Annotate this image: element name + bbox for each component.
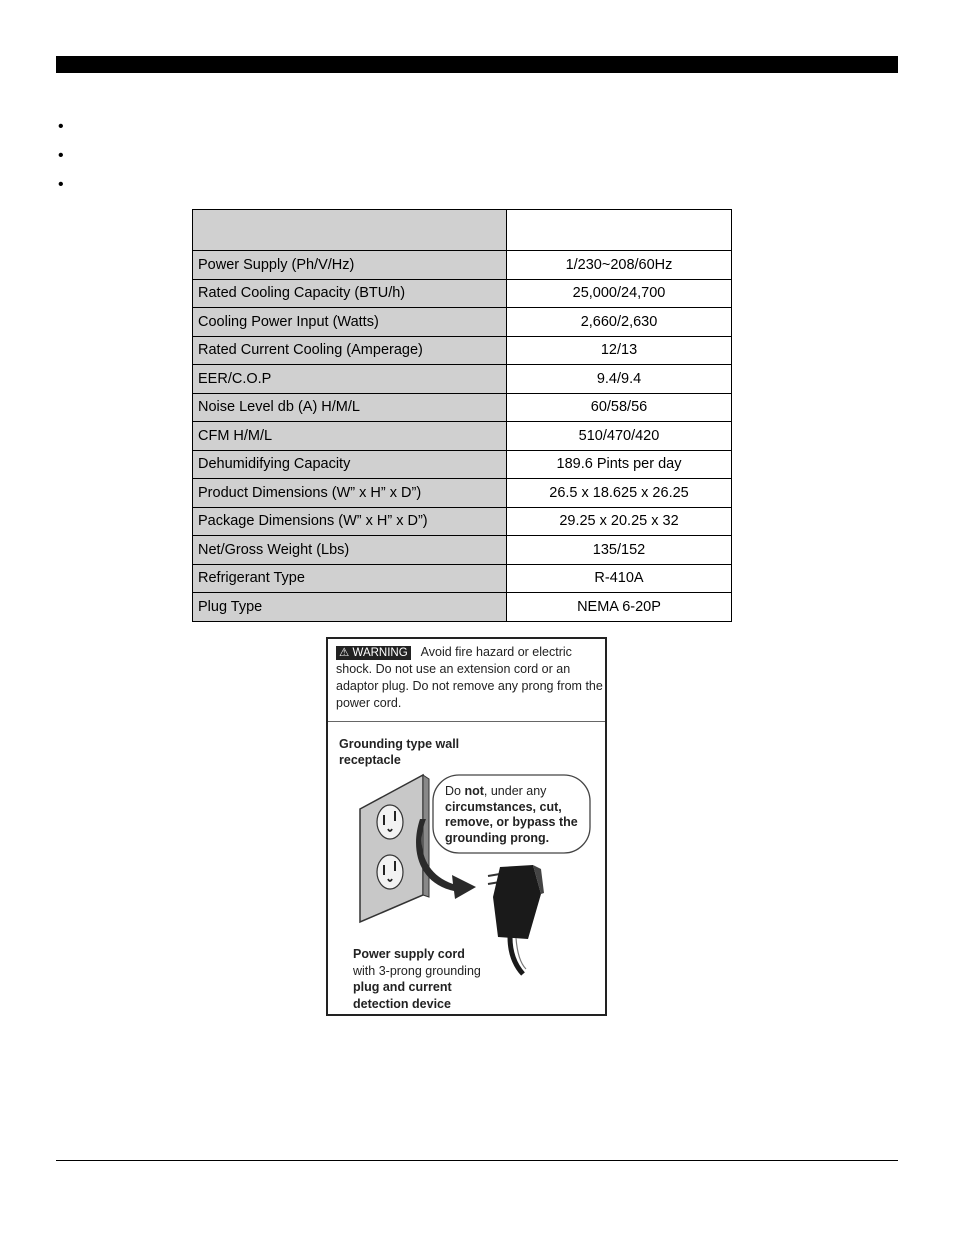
spec-value: 26.5 x 18.625 x 26.25 (507, 479, 732, 508)
spec-label: Power Supply (Ph/V/Hz) (193, 251, 507, 280)
footer-rule (56, 1160, 898, 1161)
spec-label: Rated Current Cooling (Amperage) (193, 336, 507, 365)
spec-label: Refrigerant Type (193, 564, 507, 593)
header-label-cell (193, 210, 507, 251)
receptacle-caption: Grounding type wall receptacle (339, 737, 460, 767)
spec-label: Noise Level db (A) H/M/L (193, 393, 507, 422)
spec-value: 29.25 x 20.25 x 32 (507, 507, 732, 536)
table-row (193, 479, 732, 508)
table-row (193, 279, 732, 308)
spec-label: Package Dimensions (W” x H” x D”) (193, 507, 507, 536)
table-row (193, 251, 732, 280)
warning-badge: ⚠ WARNING (336, 646, 411, 660)
header-value-cell (507, 210, 732, 251)
table-row (193, 308, 732, 337)
spec-value: R-410A (507, 564, 732, 593)
table-row (193, 507, 732, 536)
spec-value: 135/152 (507, 536, 732, 565)
spec-value: 9.4/9.4 (507, 365, 732, 394)
header-bar (56, 56, 898, 73)
bullet-list (58, 118, 64, 205)
grounding-warning-figure (326, 637, 607, 1016)
bubble-caption: Do not, under any circumstances, cut, remove, or bypass the grounding prong. (445, 784, 578, 845)
cord-caption: Power supply cord with 3-prong grounding plug and current detection device (353, 947, 481, 1011)
list-item (58, 147, 64, 176)
warning-triangle-icon: ⚠ (339, 647, 350, 659)
spec-label: Net/Gross Weight (Lbs) (193, 536, 507, 565)
table-row (193, 564, 732, 593)
spec-value: 2,660/2,630 (507, 308, 732, 337)
list-item (58, 118, 64, 147)
spec-label: CFM H/M/L (193, 422, 507, 451)
table-row (193, 450, 732, 479)
spec-label: Cooling Power Input (Watts) (193, 308, 507, 337)
table-row (193, 365, 732, 394)
spec-label: Dehumidifying Capacity (193, 450, 507, 479)
plug-icon (488, 865, 544, 974)
figure-divider (328, 721, 605, 722)
spec-value: 25,000/24,700 (507, 279, 732, 308)
spec-label: Product Dimensions (W” x H” x D”) (193, 479, 507, 508)
specifications-table (192, 209, 732, 622)
bullet-icon: • (58, 147, 64, 164)
table-row (193, 593, 732, 622)
warning-text: ⚠ WARNING Avoid fire hazard or electric shock. Do not use an extension cord or an adaptor plug. Do not remove any prong from the power cord. (336, 645, 603, 710)
table-row (193, 336, 732, 365)
spec-value: 12/13 (507, 336, 732, 365)
bullet-icon: • (58, 118, 64, 135)
list-item (58, 176, 64, 205)
table-row (193, 422, 732, 451)
table-header-row (193, 210, 732, 251)
spec-label: EER/C.O.P (193, 365, 507, 394)
table-row (193, 393, 732, 422)
bullet-icon: • (58, 176, 64, 193)
spec-value: 510/470/420 (507, 422, 732, 451)
spec-value: NEMA 6-20P (507, 593, 732, 622)
table-row (193, 536, 732, 565)
spec-label: Plug Type (193, 593, 507, 622)
spec-value: 60/58/56 (507, 393, 732, 422)
spec-label: Rated Cooling Capacity (BTU/h) (193, 279, 507, 308)
spec-value: 1/230~208/60Hz (507, 251, 732, 280)
spec-value: 189.6 Pints per day (507, 450, 732, 479)
